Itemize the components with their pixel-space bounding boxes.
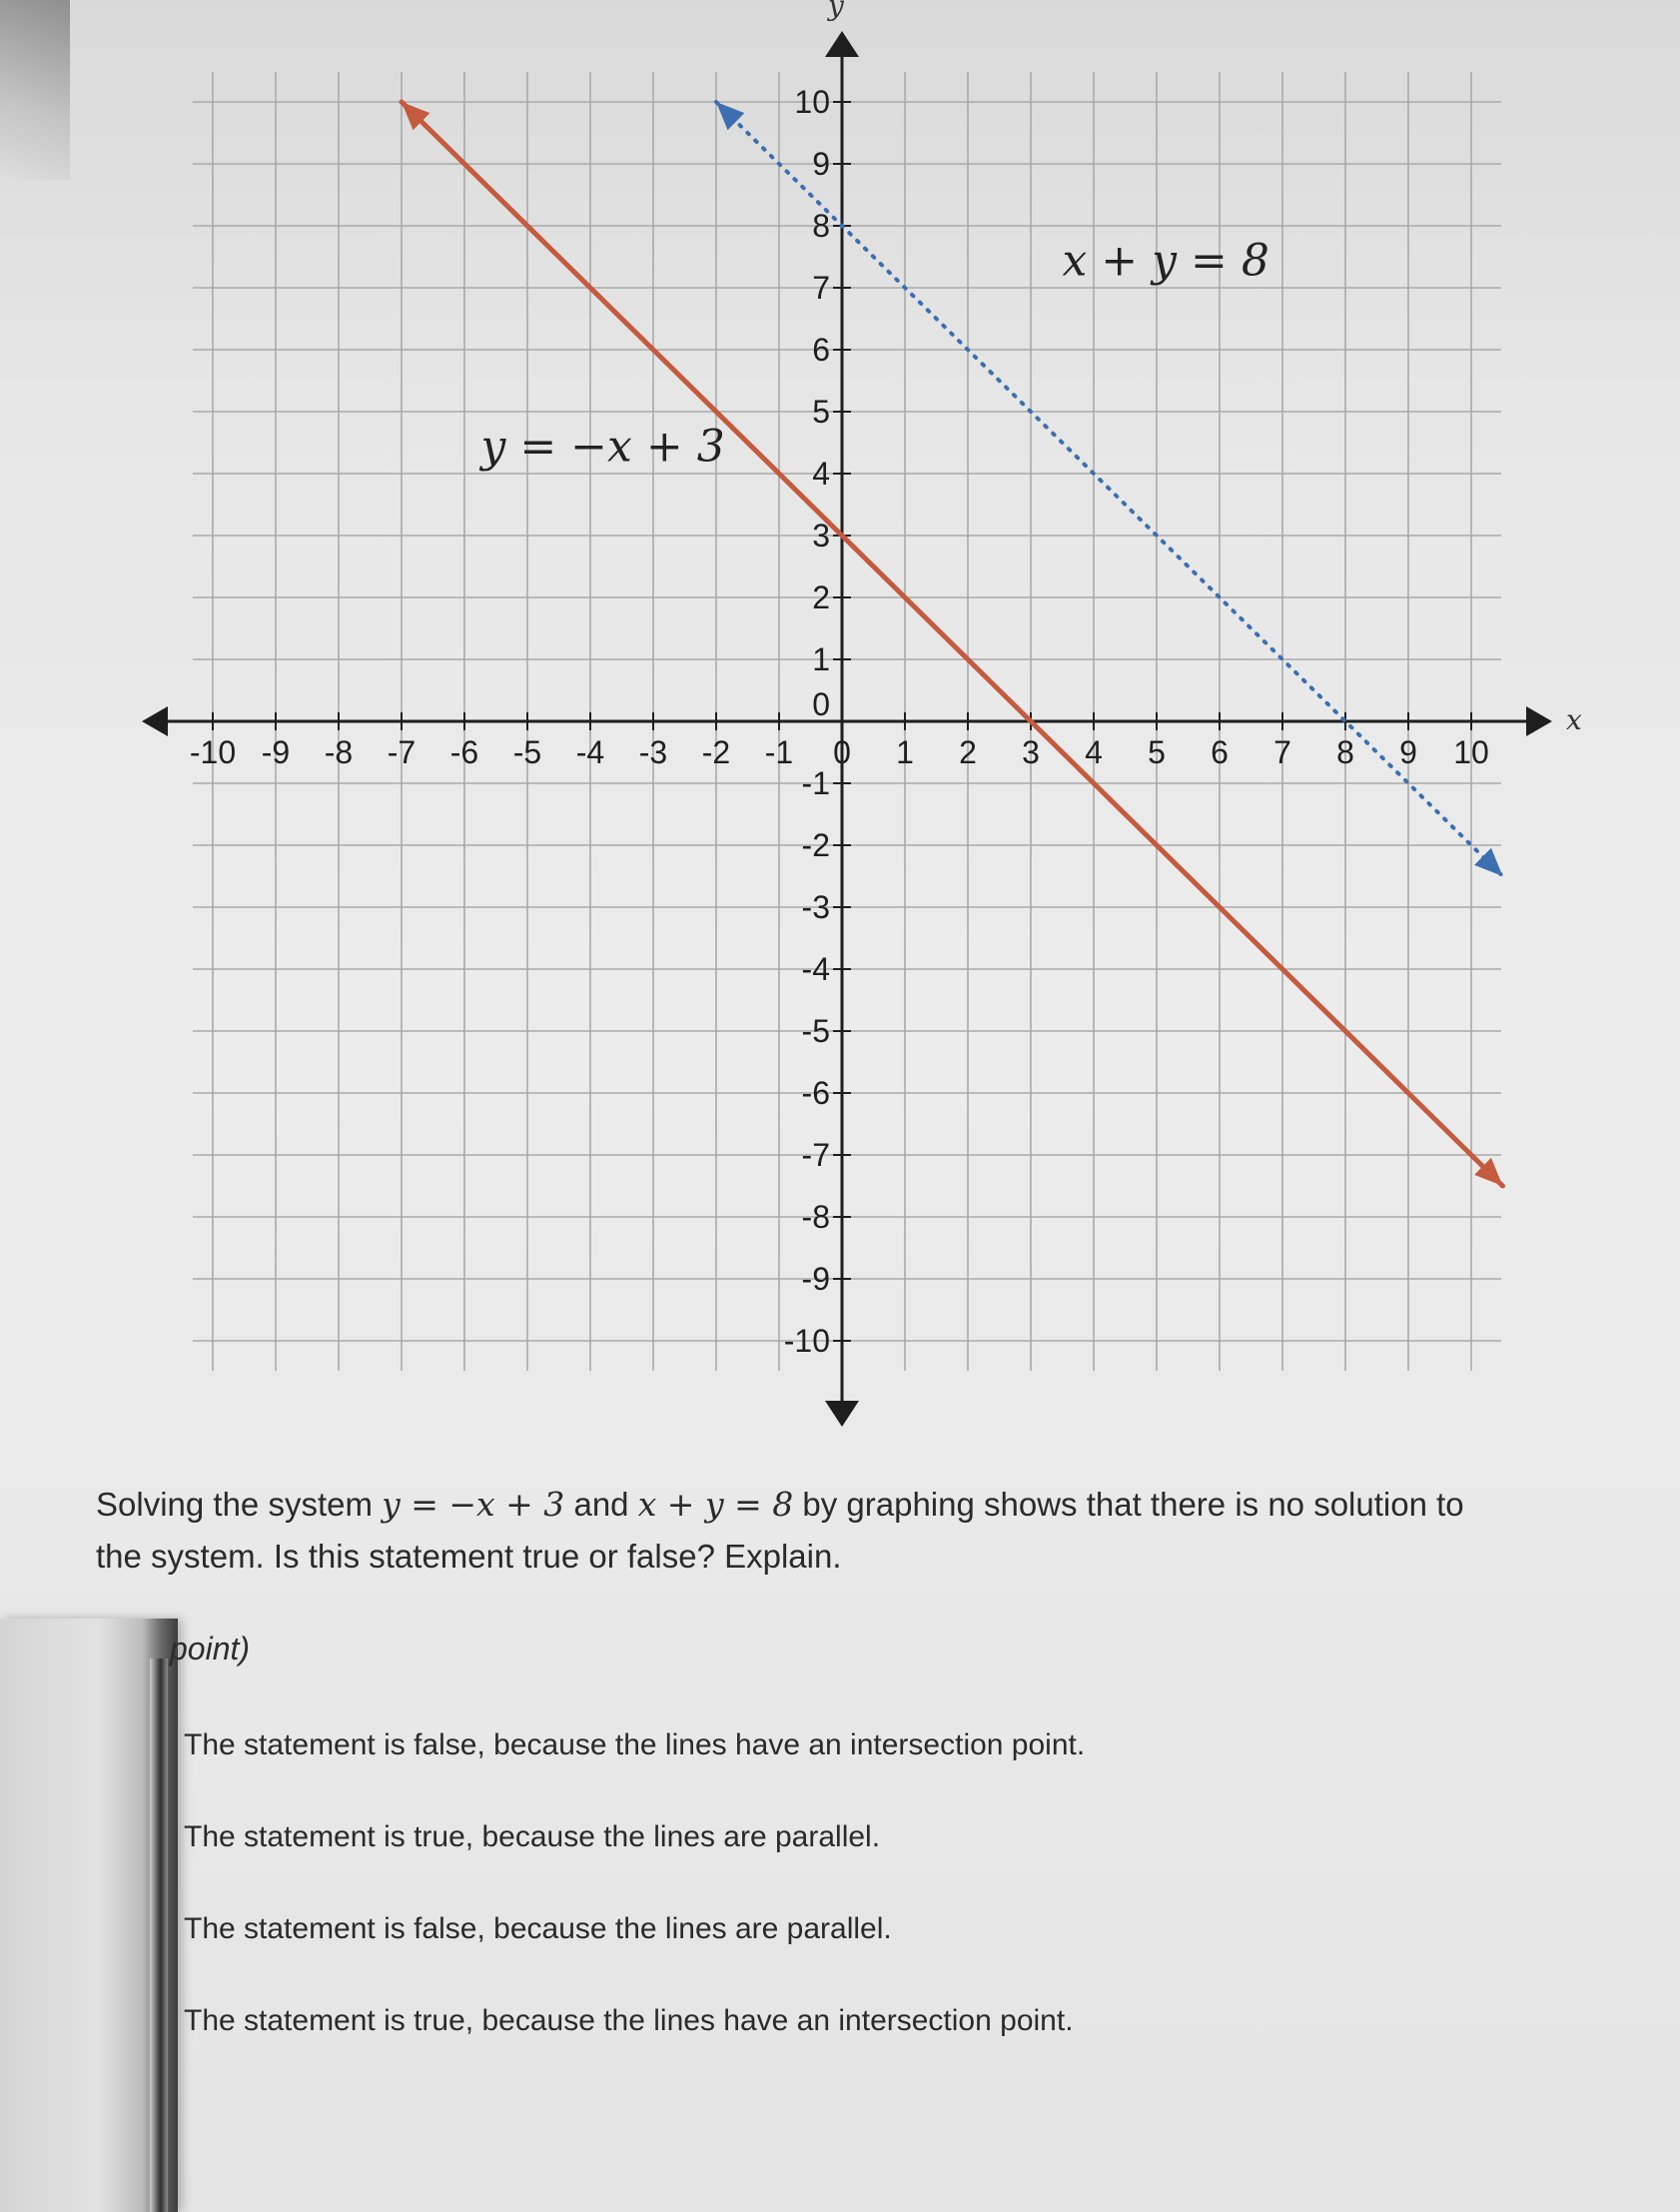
binder-edge bbox=[150, 1659, 168, 2212]
x-tick-label: 1 bbox=[896, 734, 914, 770]
x-tick-label: -5 bbox=[512, 734, 542, 770]
annotation-blue-line: x + y = 8 bbox=[1062, 235, 1269, 287]
annotations bbox=[478, 236, 1268, 473]
equation-2: x + y = 8 bbox=[637, 1485, 794, 1524]
x-tick-label: 5 bbox=[1148, 734, 1166, 770]
y-tick-label: -2 bbox=[801, 827, 830, 863]
question-part-2: and bbox=[564, 1486, 638, 1523]
answer-option-c[interactable]: The statement is false, because the lines are parallel. bbox=[184, 1912, 892, 1945]
y-tick-label: -5 bbox=[801, 1013, 830, 1049]
x-tick-label: 7 bbox=[1273, 734, 1291, 770]
y-tick-label: 0 bbox=[812, 686, 830, 722]
x-tick-label: -10 bbox=[189, 734, 237, 770]
x-tick-label: -9 bbox=[261, 734, 291, 770]
y-tick-label: -10 bbox=[783, 1323, 830, 1359]
annotation-red-line: y = −x + 3 bbox=[480, 421, 725, 473]
series bbox=[402, 102, 1503, 1186]
y-tick-label: 2 bbox=[812, 579, 830, 615]
x-axis-label: x bbox=[1566, 703, 1582, 736]
x-tick-label: -2 bbox=[701, 734, 731, 770]
y-axis-label: y bbox=[828, 0, 844, 22]
x-tick-label: 9 bbox=[1399, 734, 1417, 770]
x-tick-label: 0 bbox=[833, 734, 851, 770]
y-axis-arrow-up bbox=[825, 31, 859, 57]
x-tick-label: 3 bbox=[1022, 734, 1040, 770]
y-tick-label: 9 bbox=[812, 146, 830, 182]
x-tick-label: 8 bbox=[1336, 734, 1354, 770]
y-tick-label: 5 bbox=[812, 394, 830, 430]
answer-option-b[interactable]: The statement is true, because the lines are parallel. bbox=[184, 1820, 881, 1853]
y-tick-label: -7 bbox=[801, 1137, 830, 1173]
y-tick-label: 4 bbox=[812, 456, 830, 492]
y-tick-label: 7 bbox=[812, 270, 830, 306]
x-tick-label: 2 bbox=[959, 734, 977, 770]
y-tick-label: 3 bbox=[812, 518, 830, 553]
x-tick-label: -8 bbox=[324, 734, 354, 770]
x-tick-label: -3 bbox=[638, 734, 668, 770]
y-tick-label: -8 bbox=[801, 1199, 830, 1235]
y-tick-label: 6 bbox=[812, 332, 830, 368]
y-tick-label: 10 bbox=[794, 84, 830, 120]
y-tick-label: -6 bbox=[801, 1075, 830, 1111]
x-axis-arrow-left bbox=[142, 706, 168, 736]
y-axis-arrow-down bbox=[825, 1401, 859, 1427]
answer-options bbox=[184, 1728, 1085, 2096]
y-tick-label: 8 bbox=[812, 208, 830, 244]
y-tick-label: -3 bbox=[801, 889, 830, 925]
x-tick-label: -1 bbox=[764, 734, 794, 770]
x-tick-label: 4 bbox=[1085, 734, 1103, 770]
x-tick-label: -6 bbox=[449, 734, 479, 770]
series-line-1 bbox=[402, 102, 1503, 1186]
answer-option-d[interactable]: The statement is true, because the lines have an intersection point. bbox=[184, 2004, 1074, 2037]
x-tick-label: -7 bbox=[387, 734, 417, 770]
question-part-3: by graphing shows that there is no solution to bbox=[793, 1486, 1464, 1523]
y-tick-label: -9 bbox=[801, 1261, 830, 1297]
y-tick-label: -1 bbox=[801, 765, 830, 801]
equation-1: y = −x + 3 bbox=[382, 1485, 565, 1524]
x-tick-label: -4 bbox=[575, 734, 605, 770]
answer-option-a[interactable]: The statement is false, because the lines have an intersection point. bbox=[184, 1728, 1086, 1761]
x-tick-label: 10 bbox=[1453, 734, 1489, 770]
x-tick-label: 6 bbox=[1211, 734, 1229, 770]
question-text bbox=[96, 1479, 1674, 1583]
y-tick-label: -4 bbox=[801, 951, 830, 987]
y-tick-label: 1 bbox=[812, 641, 830, 677]
question-part-4: the system. Is this statement true or false? Explain. bbox=[96, 1538, 842, 1575]
points-label: point) bbox=[170, 1631, 251, 1666]
question-part-1: Solving the system bbox=[96, 1486, 383, 1523]
x-axis-arrow-right bbox=[1526, 706, 1552, 736]
